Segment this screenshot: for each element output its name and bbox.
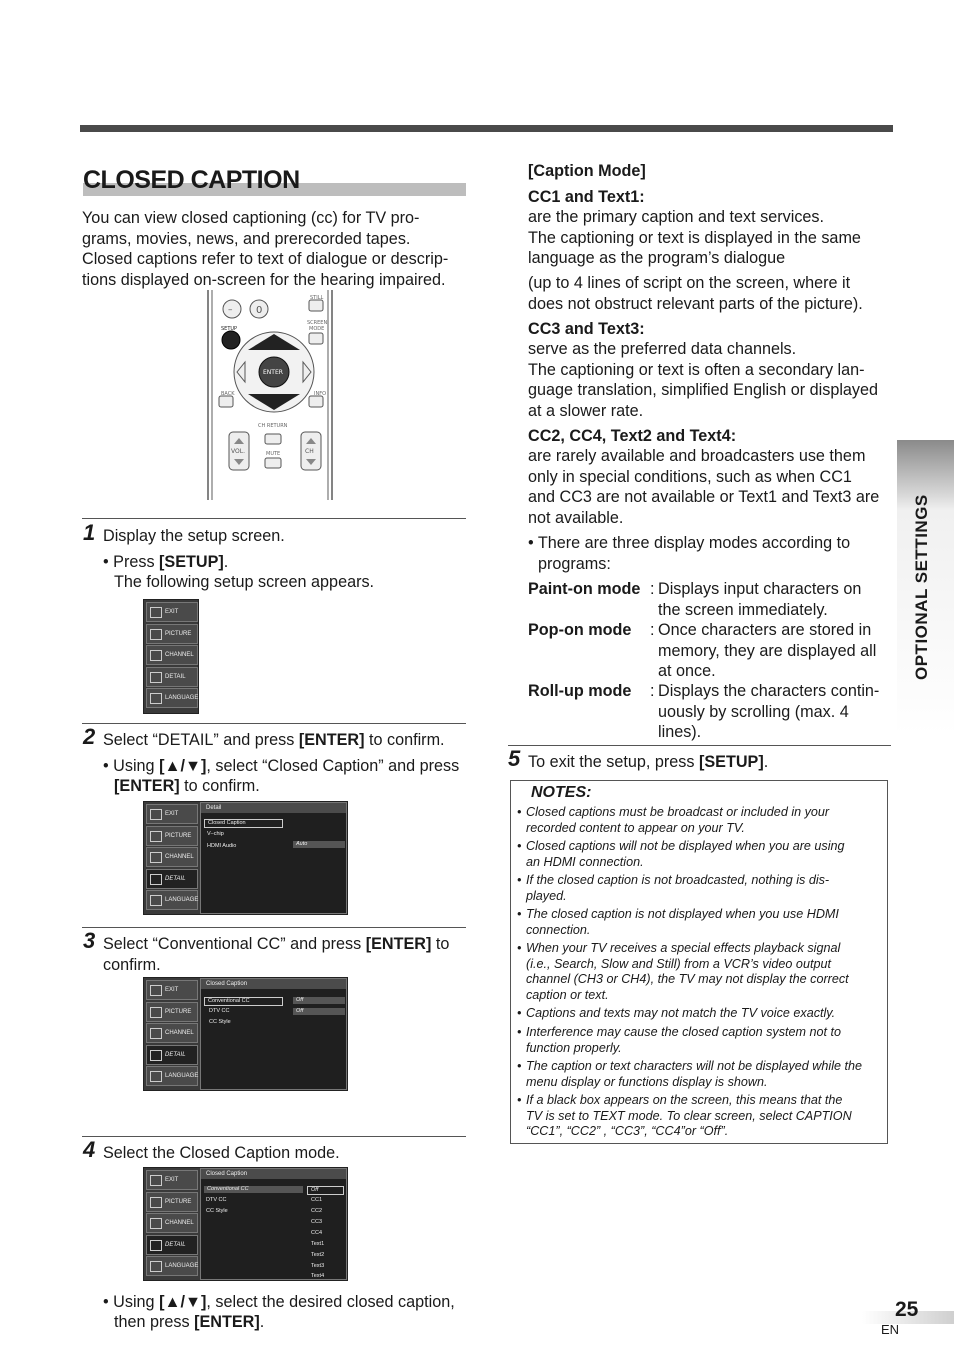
text-line: Displays input characters on — [658, 580, 862, 598]
cc-option[interactable]: Text4 — [311, 1273, 325, 1279]
step-number: 3 — [83, 928, 96, 953]
screen-mode-label: SCREEN — [307, 320, 328, 326]
cc1-heading: CC1 and Text1: — [528, 188, 645, 206]
header-rule — [80, 125, 893, 132]
picture-icon — [150, 629, 162, 640]
mode-name: Pop-on mode — [528, 621, 632, 639]
menu-label: PICTURE — [165, 1008, 192, 1015]
bullet-text: . — [223, 553, 229, 571]
menu-item-exit[interactable] — [146, 980, 198, 1000]
cc-option[interactable]: CC2 — [311, 1208, 323, 1214]
note-line: Closed captions must be broadcast or included in your — [526, 805, 830, 819]
cc-option[interactable]: Text2 — [311, 1252, 325, 1258]
note-line: an HDMI connection. — [526, 854, 644, 869]
text-line: memory, they are displayed all — [658, 641, 877, 660]
caption-mode-heading: [Caption Mode] — [528, 162, 646, 180]
text-line: uously by scrolling (max. 4 — [658, 702, 849, 721]
mode-name: Paint-on mode — [528, 580, 641, 598]
panel-header: Closed Caption — [201, 979, 346, 989]
v-chip-item[interactable]: V–chip — [207, 831, 224, 837]
dtv-cc-item[interactable]: DTV CC — [206, 1197, 227, 1203]
intro-line: You can view closed captioning (cc) for TV pro- — [82, 209, 420, 227]
setup-screen-3 — [143, 977, 348, 1091]
note-line: (i.e., Search, Slow and Still) from a VCR’s video output — [526, 956, 831, 971]
section-tab-label: OPTIONAL SETTINGS — [912, 494, 931, 680]
cc-option[interactable]: CC3 — [311, 1219, 323, 1225]
language-icon — [150, 1071, 162, 1082]
menu-item-channel[interactable] — [146, 847, 198, 867]
menu-label: LANGUAGE — [165, 1073, 199, 1079]
step-text: . — [763, 753, 769, 771]
menu-item-language[interactable] — [146, 890, 198, 910]
note-line: TV is set to TEXT mode. To clear screen, select CAPTION — [526, 1108, 852, 1123]
note-line: If the closed caption is not broadcasted, nothing is dis- — [526, 873, 830, 887]
text-line: at once. — [658, 662, 716, 681]
menu-label: LANGUAGE — [165, 897, 199, 903]
text-line: • There are three display modes according to — [528, 534, 851, 552]
cc3-heading: CC3 and Text3: — [528, 320, 645, 338]
step-text: Select “DETAIL” and press — [103, 731, 299, 749]
setup-screen-4 — [143, 1167, 348, 1281]
cc-style-item[interactable]: CC Style — [209, 1019, 231, 1025]
menu-label: PICTURE — [165, 832, 192, 839]
detail-icon — [150, 1050, 162, 1061]
step3-text — [103, 934, 449, 955]
step-text: to confirm. — [364, 731, 445, 749]
text-line: Displays the characters contin- — [658, 682, 880, 700]
text-line: not available. — [528, 508, 624, 527]
step-divider — [82, 518, 466, 519]
note-item: • When your TV receives a special effects playback signal (i.e., Search, Slow and Still) from a VCR’s video output channel (CH3 or CH4), the TV may not display the correct caption or text. — [526, 941, 881, 1003]
note-item: • The closed caption is not displayed when you use HDMI connection. — [526, 907, 881, 938]
menu-label: CHANNEL — [165, 652, 194, 658]
setup-key: [SETUP] — [159, 553, 224, 571]
text-line: are the primary caption and text services. — [528, 208, 825, 226]
vol-label: VOL. — [231, 448, 245, 455]
note-line: function properly. — [526, 1040, 622, 1055]
menu-label: CHANNEL — [165, 854, 194, 860]
channel-icon — [150, 1028, 162, 1039]
enter-label: ENTER — [263, 369, 283, 376]
picture-icon — [150, 1197, 162, 1208]
intro-paragraph — [82, 208, 472, 290]
cc-option[interactable]: CC4 — [311, 1230, 323, 1236]
step-number: 5 — [508, 746, 521, 771]
note-line: channel (CH3 or CH4), the TV may not display the correct — [526, 972, 849, 987]
text-line: Once characters are stored in — [658, 621, 872, 639]
text-line: are rarely available and broadcasters use them — [528, 447, 866, 465]
modes-bullet — [528, 533, 893, 574]
exit-icon — [150, 607, 162, 618]
step-text: to — [431, 935, 450, 953]
step-number: 1 — [83, 520, 96, 545]
note-line: The closed caption is not displayed when you use HDMI — [526, 907, 839, 921]
hdmi-audio-value: Auto — [293, 841, 345, 848]
channel-icon — [150, 650, 162, 661]
conventional-cc-value: Off — [293, 997, 345, 1004]
language-icon — [150, 693, 162, 704]
menu-label: EXIT — [165, 811, 179, 817]
step3-line2: confirm. — [103, 956, 161, 974]
cc3-description — [528, 339, 893, 421]
dtv-cc-value: Off — [293, 1008, 345, 1015]
step1-bullet — [103, 552, 228, 573]
notes-title: NOTES: — [531, 784, 592, 801]
exit-icon — [150, 1175, 162, 1186]
note-item: • Closed captions will not be displayed when you are using an HDMI connection. — [526, 839, 881, 870]
closed-caption-item[interactable]: Closed Caption — [204, 819, 283, 828]
setup-screen-1 — [143, 599, 199, 714]
menu-label: LANGUAGE — [165, 695, 199, 701]
note-line: menu display or functions display is shown. — [526, 1074, 768, 1089]
note-item: • The caption or text characters will not be displayed while the menu display or functions display is shown. — [526, 1059, 881, 1090]
page-number: 25 — [895, 1298, 919, 1321]
step4-bullet — [103, 1292, 455, 1313]
text-line: only in special conditions, such as when CC1 — [528, 467, 852, 486]
step4-text: Select the Closed Caption mode. — [103, 1144, 340, 1162]
setup-menu — [146, 1170, 198, 1278]
note-line: When your TV receives a special effects playback signal — [526, 941, 841, 955]
step-divider — [82, 927, 466, 928]
text-line: language as the program’s dialogue — [528, 249, 786, 268]
exit-icon — [150, 985, 162, 996]
note-item: • Interference may cause the closed caption system not to function properly. — [526, 1025, 881, 1056]
step-text: To exit the setup, press — [528, 753, 699, 771]
menu-item-language[interactable] — [146, 1256, 198, 1276]
cc-option[interactable]: CC1 — [311, 1197, 323, 1203]
cc1-note — [528, 273, 893, 314]
menu-item-exit[interactable] — [146, 804, 198, 824]
menu-label: DETAIL — [165, 875, 186, 882]
bullet-text: to confirm. — [179, 777, 260, 795]
text-line: guage translation, simplified English or displayed — [528, 381, 879, 400]
menu-item-exit[interactable] — [146, 1170, 198, 1190]
mode-description — [658, 681, 898, 743]
exit-icon — [150, 809, 162, 820]
menu-item-language[interactable] — [146, 688, 198, 708]
menu-item-detail[interactable] — [146, 1235, 198, 1255]
menu-item-channel[interactable] — [146, 645, 198, 665]
mode-description — [658, 579, 898, 620]
mode-colon: : — [650, 580, 655, 598]
step2-text — [103, 730, 445, 751]
step1-line2: The following setup screen appears. — [114, 573, 375, 591]
menu-label: DETAIL — [165, 1051, 186, 1058]
hdmi-audio-item[interactable]: HDMI Audio — [207, 843, 237, 849]
text-line: at a slower rate. — [528, 401, 644, 420]
note-line: caption or text. — [526, 987, 609, 1002]
arrow-keys: [▲/▼] — [159, 1293, 207, 1311]
menu-label: LANGUAGE — [165, 1263, 199, 1269]
detail-icon — [150, 874, 162, 885]
channel-icon — [150, 852, 162, 863]
mode-name: Roll-up mode — [528, 682, 632, 700]
step2-bullet-line2 — [114, 776, 260, 797]
language-icon — [150, 1261, 162, 1272]
language-code: EN — [881, 1322, 900, 1337]
menu-item-channel[interactable] — [146, 1213, 198, 1233]
mode-colon: : — [650, 682, 655, 700]
enter-key: [ENTER] — [365, 935, 432, 953]
intro-line: grams, movies, news, and prerecorded tapes. — [82, 229, 411, 248]
menu-item-picture[interactable] — [146, 826, 198, 846]
channel-icon — [150, 1218, 162, 1229]
note-line: played. — [526, 888, 567, 903]
menu-item-picture[interactable] — [146, 1002, 198, 1022]
cc-option-off[interactable]: Off — [307, 1186, 344, 1195]
detail-panel — [200, 802, 347, 914]
closed-caption-panel — [200, 1168, 347, 1280]
text-line: does not obstruct relevant parts of the picture). — [528, 294, 863, 313]
panel-header: Closed Caption — [201, 1169, 346, 1179]
note-line: recorded content to appear on your TV. — [526, 820, 745, 835]
menu-label: EXIT — [165, 609, 179, 615]
text-line: lines). — [658, 723, 702, 742]
bullet-text: • Using — [103, 1293, 160, 1311]
ch-label: CH — [305, 448, 314, 455]
intro-line: Closed captions refer to text of dialogue or descrip- — [82, 250, 449, 269]
text-line: The captioning or text is displayed in the same — [528, 228, 861, 247]
detail-icon — [150, 672, 162, 683]
step-number: 2 — [83, 724, 96, 749]
text-line: and CC3 are not available or Text1 and Text3 are — [528, 488, 880, 507]
enter-key: [ENTER] — [298, 731, 365, 749]
menu-item-language[interactable] — [146, 1066, 198, 1086]
enter-key: [ENTER] — [114, 777, 180, 795]
text-line: The captioning or text is often a secondary lan- — [528, 360, 865, 379]
mute-label: MUTE — [266, 451, 281, 457]
note-line: If a black box appears on the screen, this means that the — [526, 1093, 843, 1107]
note-item: • Closed captions must be broadcast or included in your recorded content to appear on your TV. — [526, 805, 881, 836]
setup-key: [SETUP] — [698, 753, 764, 771]
remote-illustration — [205, 290, 335, 500]
page-title: CLOSED CAPTION — [83, 166, 300, 194]
picture-icon — [150, 1007, 162, 1018]
still-label: STILL — [310, 295, 324, 301]
closed-caption-panel — [200, 978, 347, 1090]
note-line: “CC1”, “CC2” , “CC3”, “CC4”or “Off”. — [526, 1124, 729, 1139]
menu-label: PICTURE — [165, 1198, 192, 1205]
enter-key: [ENTER] — [194, 1313, 260, 1331]
step-divider — [508, 745, 891, 746]
step1-text: Display the setup screen. — [103, 527, 285, 545]
note-line: connection. — [526, 922, 591, 937]
conventional-cc-item[interactable]: Conventional CC — [204, 997, 283, 1006]
note-line: Interference may cause the closed caption system not to — [526, 1025, 842, 1039]
cc2-heading: CC2, CC4, Text2 and Text4: — [528, 427, 737, 445]
intro-line: tions displayed on-screen for the hearing impaired. — [82, 270, 446, 289]
step2-bullet — [103, 756, 459, 777]
mode-description — [658, 620, 898, 682]
step-divider — [82, 1136, 466, 1137]
picture-icon — [150, 831, 162, 842]
dtv-cc-item[interactable]: DTV CC — [209, 1008, 230, 1014]
text-line: (up to 4 lines of script on the screen, where it — [528, 274, 851, 292]
menu-label: EXIT — [165, 1177, 179, 1183]
menu-item-detail[interactable] — [146, 869, 198, 889]
bullet-text: . — [259, 1313, 265, 1331]
text-line: programs: — [538, 554, 611, 573]
cc-option[interactable]: Text1 — [311, 1241, 325, 1247]
menu-label: DETAIL — [165, 1241, 186, 1248]
cc-option[interactable]: Text3 — [311, 1263, 325, 1269]
note-item: • If the closed caption is not broadcasted, nothing is dis- played. — [526, 873, 881, 904]
menu-item-detail[interactable] — [146, 667, 198, 687]
zero-button-label: 0 — [256, 305, 263, 316]
menu-item-picture[interactable] — [146, 1192, 198, 1212]
setup-menu — [146, 804, 198, 912]
menu-item-picture[interactable] — [146, 624, 198, 644]
text-line: the screen immediately. — [658, 600, 828, 619]
menu-label: CHANNEL — [165, 1220, 194, 1226]
minus-button-label: – — [228, 305, 233, 315]
title-block — [83, 166, 466, 198]
arrow-keys: [▲/▼] — [159, 757, 207, 775]
step4-bullet-line2 — [114, 1312, 264, 1333]
menu-item-channel[interactable] — [146, 1023, 198, 1043]
setup-menu — [146, 980, 198, 1088]
note-line: The caption or text characters will not be displayed while the — [526, 1059, 863, 1073]
bullet-text: • Press — [103, 553, 160, 571]
note-item: • Captions and texts may not match the TV voice exactly. — [526, 1006, 881, 1022]
bullet-text: , select “Closed Caption” and press — [206, 757, 460, 775]
menu-item-exit[interactable] — [146, 602, 198, 622]
setup-menu — [146, 602, 198, 710]
cc-style-item[interactable]: CC Style — [206, 1208, 228, 1214]
screen-mode-label: MODE — [309, 326, 325, 332]
menu-item-detail[interactable] — [146, 1045, 198, 1065]
text-line: serve as the preferred data channels. — [528, 340, 797, 358]
mode-colon: : — [650, 621, 655, 639]
note-item: • If a black box appears on the screen, this means that the TV is set to TEXT mode. To clear screen, select CAPTION “CC1”, “CC2” , “CC3”, “CC4”or “Off”. — [526, 1093, 881, 1140]
setup-screen-2 — [143, 801, 348, 915]
info-label: INFO — [314, 391, 327, 397]
notes-box — [510, 780, 888, 1144]
bullet-text: then press — [114, 1313, 195, 1331]
cc2-description — [528, 446, 893, 528]
ch-return-label: CH RETURN — [258, 423, 288, 429]
step-text: Select “Conventional CC” and press — [103, 935, 366, 953]
conventional-cc-item[interactable]: Conventional CC — [204, 1186, 303, 1193]
bullet-text: • Using — [103, 757, 160, 775]
menu-label: EXIT — [165, 987, 179, 993]
note-line: Closed captions will not be displayed when you are using — [526, 839, 845, 853]
detail-icon — [150, 1240, 162, 1251]
menu-label: PICTURE — [165, 630, 192, 637]
menu-label: DETAIL — [165, 673, 186, 680]
language-icon — [150, 895, 162, 906]
note-line: Captions and texts may not match the TV voice exactly. — [526, 1006, 836, 1020]
back-label: BACK — [221, 391, 235, 397]
step-divider — [82, 723, 466, 724]
cc1-description — [528, 207, 893, 269]
step-number: 4 — [83, 1137, 96, 1162]
menu-label: CHANNEL — [165, 1030, 194, 1036]
setup-label: SETUP — [221, 326, 238, 332]
bullet-text: , select the desired closed caption, — [206, 1293, 455, 1311]
panel-header: Detail — [201, 803, 346, 813]
step5-text — [528, 752, 768, 773]
